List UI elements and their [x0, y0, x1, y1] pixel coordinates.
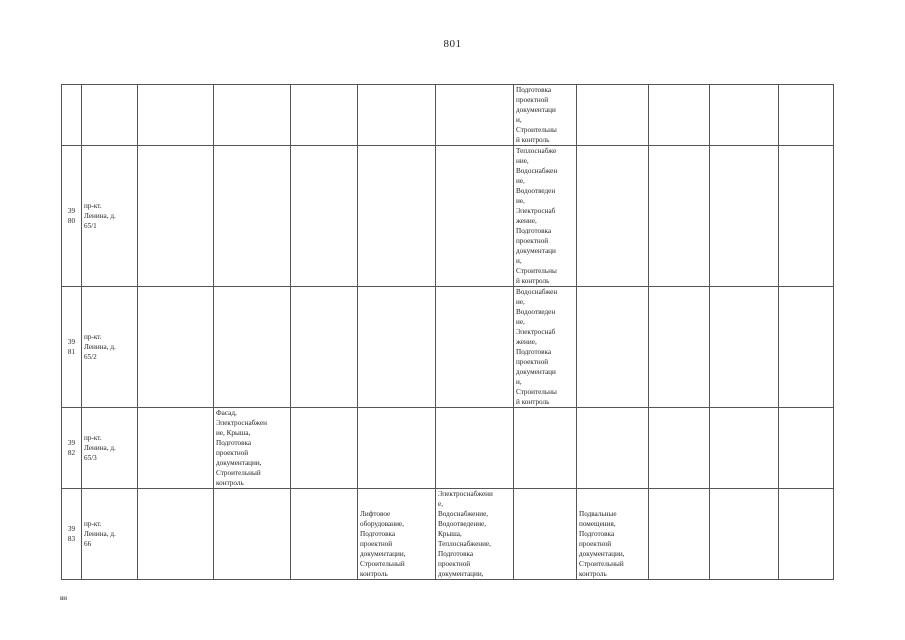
table-row — [62, 85, 834, 146]
work-cell — [577, 85, 649, 146]
work-cell — [291, 489, 358, 580]
work-cell — [514, 489, 577, 580]
row-number-cell: 39 80 — [62, 146, 82, 287]
work-cell — [214, 287, 291, 408]
work-cell — [358, 146, 436, 287]
work-cell — [358, 85, 436, 146]
work-cell — [514, 408, 577, 489]
work-cell — [436, 287, 514, 408]
work-cell — [291, 146, 358, 287]
work-cell — [710, 85, 779, 146]
work-cell — [779, 85, 834, 146]
work-cell: Водоснабжен ие, Водоотведен ие, Электроснаб жение, Подготовка проектной документаци и, Строительны й контроль — [514, 287, 577, 408]
address-cell — [82, 85, 138, 146]
work-cell — [358, 408, 436, 489]
work-cell: Лифтовое оборудование, Подготовка проектной документации, Строительный контроль — [358, 489, 436, 580]
table-row — [62, 408, 834, 489]
work-cell: Теплоснабже ние, Водоснабжен ие, Водоотведен ие, Электроснаб жение, Подготовка проектной документаци и, Строительны й контроль — [514, 146, 577, 287]
work-cell — [710, 287, 779, 408]
work-cell: Подвальные помещения, Подготовка проектной документации, Строительный контроль — [577, 489, 649, 580]
work-cell — [649, 408, 710, 489]
footer-mark: ви — [60, 594, 68, 602]
work-cell — [291, 408, 358, 489]
work-cell — [577, 287, 649, 408]
work-cell — [649, 287, 710, 408]
row-number-cell: 39 81 — [62, 287, 82, 408]
work-cell: Электроснабжени е, Водоснабжение, Водоотведение, Крыша, Теплоснабжение, Подготовка проектной документации, — [436, 489, 514, 580]
work-cell — [649, 489, 710, 580]
work-cell: Фасад, Электроснабжен ие, Крыша, Подготовка проектной документации, Строительный контроль — [214, 408, 291, 489]
work-cell — [138, 408, 214, 489]
work-cell — [214, 146, 291, 287]
work-cell — [138, 287, 214, 408]
address-cell: пр-кт. Ленина, д. 65/2 — [82, 287, 138, 408]
work-cell — [710, 489, 779, 580]
address-cell: пр-кт. Ленина, д. 65/1 — [82, 146, 138, 287]
table-row — [62, 489, 834, 580]
work-cell — [436, 146, 514, 287]
work-cell — [436, 408, 514, 489]
work-cell — [710, 146, 779, 287]
page-number: 801 — [443, 38, 462, 50]
work-cell — [779, 489, 834, 580]
address-cell: пр-кт. Ленина, д. 66 — [82, 489, 138, 580]
work-cell — [291, 85, 358, 146]
work-cell — [577, 408, 649, 489]
work-cell — [779, 287, 834, 408]
work-cell — [577, 146, 649, 287]
work-cell — [779, 146, 834, 287]
work-cell: Подготовка проектной документаци и, Строительны й контроль — [514, 85, 577, 146]
work-cell — [436, 85, 514, 146]
work-cell — [138, 85, 214, 146]
row-number-cell — [62, 85, 82, 146]
work-cell — [649, 146, 710, 287]
table-row — [62, 146, 834, 287]
work-cell — [291, 287, 358, 408]
work-cell — [779, 408, 834, 489]
work-cell — [710, 408, 779, 489]
row-number-cell: 39 82 — [62, 408, 82, 489]
work-cell — [138, 489, 214, 580]
work-cell — [358, 287, 436, 408]
repair-schedule-table — [61, 84, 834, 580]
row-number-cell: 39 83 — [62, 489, 82, 580]
work-cell — [214, 489, 291, 580]
work-cell — [138, 146, 214, 287]
work-cell — [649, 85, 710, 146]
work-cell — [214, 85, 291, 146]
table-row — [62, 287, 834, 408]
address-cell: пр-кт. Ленина, д. 65/3 — [82, 408, 138, 489]
